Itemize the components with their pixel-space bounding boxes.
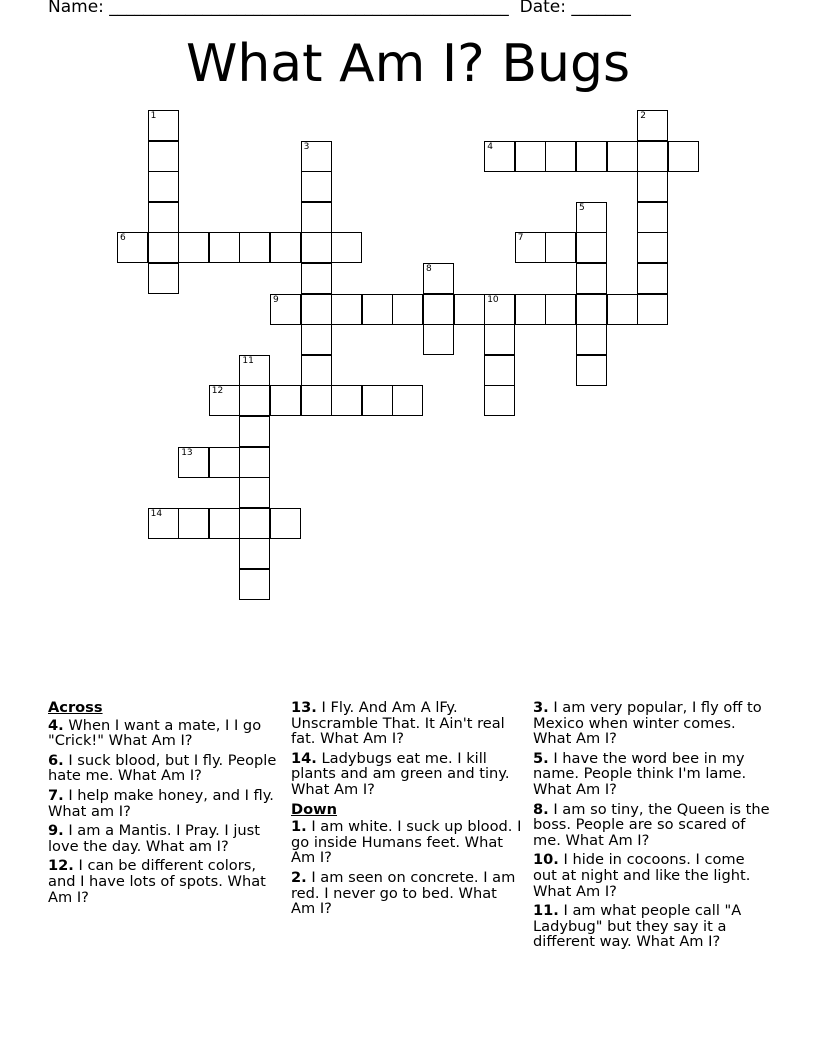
grid-cell[interactable]	[576, 294, 607, 325]
clue-number: 2.	[291, 868, 307, 886]
clue-down-10	[533, 852, 773, 899]
page-title: What Am I? Bugs	[185, 34, 631, 94]
grid-cell[interactable]	[148, 110, 179, 141]
clue-column-2	[291, 700, 523, 921]
cell-number: 4	[487, 141, 493, 152]
clue-number: 14.	[291, 749, 317, 767]
grid-cell[interactable]	[576, 355, 607, 386]
clue-number: 6.	[48, 751, 64, 769]
grid-cell[interactable]	[637, 171, 668, 202]
clue-across-14	[291, 751, 523, 798]
grid-cell[interactable]	[239, 355, 270, 386]
clue-across-9	[48, 823, 280, 854]
grid-cell[interactable]	[576, 141, 607, 172]
grid-cell[interactable]	[515, 232, 546, 263]
clue-number: 13.	[291, 699, 317, 716]
grid-cell[interactable]	[148, 232, 179, 263]
grid-cell[interactable]	[515, 294, 546, 325]
grid-cell[interactable]	[178, 447, 209, 478]
grid-cell[interactable]	[454, 294, 485, 325]
clue-number: 9.	[48, 822, 64, 840]
clue-across-4	[48, 718, 280, 749]
clue-number: 12.	[48, 857, 74, 875]
grid-cell[interactable]	[576, 202, 607, 233]
grid-cell[interactable]	[239, 416, 270, 447]
grid-cell[interactable]	[209, 447, 240, 478]
grid-cell[interactable]	[576, 263, 607, 294]
grid-cell[interactable]	[301, 171, 332, 202]
across-heading: Across	[48, 699, 103, 716]
grid-cell[interactable]	[484, 294, 515, 325]
grid-cell[interactable]	[423, 324, 454, 355]
cell-number: 9	[273, 294, 279, 305]
grid-cell[interactable]	[637, 263, 668, 294]
clue-text: I have the word bee in my name. People think I'm lame. What Am I?	[533, 749, 747, 798]
grid-cell[interactable]	[423, 263, 454, 294]
grid-cell[interactable]	[545, 294, 576, 325]
grid-cell[interactable]	[270, 508, 301, 539]
clue-down-11	[533, 903, 773, 950]
clue-text: I am very popular, I fly off to Mexico when winter comes. What Am I?	[533, 699, 762, 748]
grid-cell[interactable]	[178, 232, 209, 263]
grid-cell[interactable]	[637, 294, 668, 325]
grid-cell[interactable]	[239, 538, 270, 569]
grid-cell[interactable]	[301, 263, 332, 294]
grid-cell[interactable]	[117, 232, 148, 263]
clue-text: I hide in cocoons. I come out at night and like the light. What Am I?	[533, 851, 751, 900]
grid-cell[interactable]	[239, 385, 270, 416]
cell-number: 6	[120, 233, 126, 244]
cell-number: 7	[517, 233, 524, 244]
grid-cell[interactable]	[362, 294, 393, 325]
cell-number: 12	[211, 386, 224, 397]
cell-number: 1	[150, 111, 157, 121]
date-label: Date:	[519, 0, 566, 17]
grid-cell[interactable]	[209, 385, 240, 416]
grid-cell[interactable]	[607, 141, 638, 172]
clue-across-13	[291, 700, 523, 747]
grid-cell[interactable]	[148, 508, 179, 539]
grid-cell[interactable]	[239, 447, 270, 478]
grid-cell[interactable]	[668, 141, 699, 172]
clue-number: 4.	[48, 716, 64, 734]
grid-cell[interactable]	[178, 508, 209, 539]
clue-down-5	[533, 751, 773, 798]
grid-cell[interactable]	[239, 232, 270, 263]
cell-number: 2	[640, 111, 646, 121]
clue-text: I can be different colors, and I have lots of spots. What Am I?	[48, 857, 266, 906]
clue-across-7	[48, 788, 280, 819]
grid-cell[interactable]	[301, 232, 332, 263]
clue-number: 5.	[533, 749, 549, 767]
cell-number: 10	[487, 294, 499, 305]
clue-number: 8.	[533, 800, 549, 818]
clue-column-3	[533, 700, 773, 954]
date-blank[interactable]: _______	[571, 0, 631, 17]
clue-across-12	[48, 858, 280, 905]
grid-cell[interactable]	[576, 324, 607, 355]
cell-number: 3	[303, 141, 310, 152]
grid-cell[interactable]	[270, 385, 301, 416]
grid-cell[interactable]	[331, 385, 362, 416]
cell-number: 11	[242, 355, 254, 366]
grid-cell[interactable]	[209, 508, 240, 539]
grid-cell[interactable]	[331, 232, 362, 263]
clue-text: I am white. I suck up blood. I go inside Humans feet. What Am I?	[291, 818, 522, 867]
grid-cell[interactable]	[270, 294, 301, 325]
grid-cell[interactable]	[484, 141, 515, 172]
clue-number: 11.	[533, 902, 559, 920]
grid-cell[interactable]	[362, 385, 393, 416]
clue-down-3	[533, 700, 773, 747]
grid-cell[interactable]	[239, 508, 270, 539]
clue-text: I am what people call "A Ladybug" but they say it a different way. What Am I?	[533, 902, 742, 951]
clue-text: I suck blood, but I fly. People hate me. What Am I?	[48, 751, 277, 785]
grid-cell[interactable]	[423, 294, 454, 325]
cell-number: 8	[426, 264, 432, 274]
grid-cell[interactable]	[484, 355, 515, 386]
name-label: Name:	[48, 0, 104, 17]
down-heading: Down	[291, 800, 338, 818]
grid-cell[interactable]	[301, 355, 332, 386]
grid-cell[interactable]	[515, 141, 546, 172]
grid-cell[interactable]	[545, 141, 576, 172]
clue-number: 3.	[533, 699, 549, 716]
clue-text: I help make honey, and I fly. What am I?	[48, 786, 274, 820]
clue-down-8	[533, 802, 773, 849]
grid-cell[interactable]	[270, 232, 301, 263]
clue-column-1	[48, 700, 280, 909]
cell-number: 14	[150, 508, 163, 519]
grid-cell[interactable]	[484, 385, 515, 416]
grid-cell[interactable]	[148, 141, 179, 172]
grid-cell[interactable]	[392, 294, 423, 325]
clue-number: 7.	[48, 786, 64, 804]
grid-cell[interactable]	[239, 569, 270, 600]
grid-cell[interactable]	[637, 141, 668, 172]
clue-text: I am seen on concrete. I am red. I never go to bed. What Am I?	[291, 868, 516, 918]
clue-number: 1.	[291, 818, 307, 836]
clue-across-6	[48, 753, 280, 784]
grid-cell[interactable]	[301, 385, 332, 416]
grid-cell[interactable]	[545, 232, 576, 263]
grid-cell[interactable]	[301, 294, 332, 325]
grid-cell[interactable]	[637, 202, 668, 233]
grid-cell[interactable]	[637, 110, 668, 141]
grid-cell[interactable]	[392, 385, 423, 416]
name-blank[interactable]: _______________________________________________	[109, 0, 509, 17]
clue-down-1	[291, 819, 523, 866]
clue-text: When I want a mate, I I go "Crick!" What Am I?	[48, 716, 262, 750]
grid-cell[interactable]	[209, 232, 240, 263]
grid-cell[interactable]	[484, 324, 515, 355]
clue-text: I am so tiny, the Queen is the boss. People are so scared of me. What Am I?	[533, 800, 770, 849]
grid-cell[interactable]	[301, 324, 332, 355]
grid-cell[interactable]	[301, 141, 332, 172]
grid-cell[interactable]	[148, 202, 179, 233]
clue-text: I am a Mantis. I Pray. I just love the day. What am I?	[48, 822, 260, 855]
grid-cell[interactable]	[576, 232, 607, 263]
clue-down-2	[291, 870, 523, 917]
cell-number: 5	[579, 202, 585, 213]
grid-cell[interactable]	[637, 232, 668, 263]
clue-text: I Fly. And Am A lFy. Unscramble That. It Ain't real fat. What Am I?	[291, 699, 505, 748]
grid-cell[interactable]	[239, 477, 270, 508]
clue-text: Ladybugs eat me. I kill plants and am green and tiny. What Am I?	[291, 749, 510, 798]
clue-number: 10.	[533, 851, 559, 869]
grid-cell[interactable]	[331, 294, 362, 325]
cell-number: 13	[181, 447, 193, 458]
grid-cell[interactable]	[148, 171, 179, 202]
grid-cell[interactable]	[607, 294, 638, 325]
grid-cell[interactable]	[148, 263, 179, 294]
grid-cell[interactable]	[301, 202, 332, 233]
